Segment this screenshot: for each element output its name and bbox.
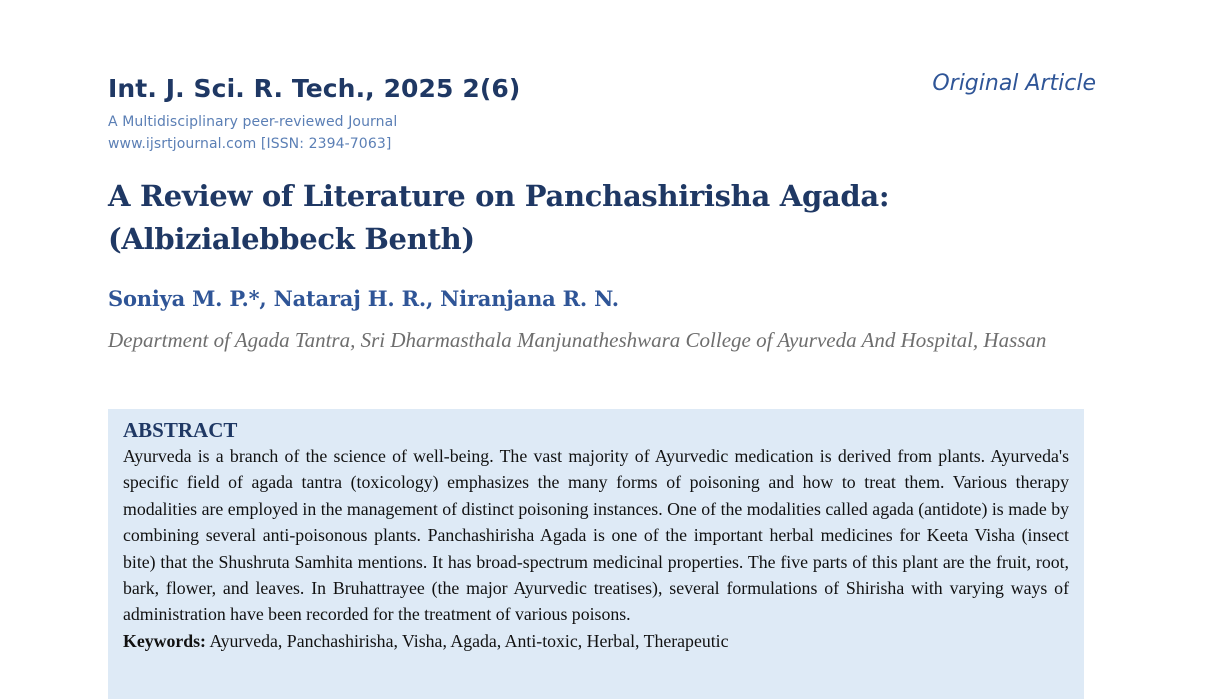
authors: Soniya M. P.*, Nataraj H. R., Niranjana R. N. [108,286,619,311]
journal-title: Int. J. Sci. R. Tech., 2025 2(6) [108,74,521,103]
keywords-value: Ayurveda, Panchashirisha, Visha, Agada, Anti-toxic, Herbal, Therapeutic [209,630,729,651]
keywords-label: Keywords: [123,630,206,651]
abstract-heading: ABSTRACT [123,418,238,442]
abstract-body: Ayurveda is a branch of the science of well-being. The vast majority of Ayurvedic medication is derived from plants. Ayurveda's specific field of agada tantra (toxicology) emphasizes the many forms of poisoning and how to treat them. Various therapy modalities are employed in the management of distinct poisoning instances. One of the modalities called agada (antidote) is made by combining several anti-poisonous plants. Panchashirisha Agada is one of the important herbal medicines for Keeta Visha (insect bite) that the Shushruta Samhita mentions. It has broad-spectrum medicinal properties. The five parts of this plant are the fruit, root, bark, flower, and leaves. In Bruhattrayee (the major Ayurvedic treatises), several formulations of Shirisha with varying ways of administration have been recorded for the treatment of various poisons. [123,446,1069,625]
journal-tagline: A Multidisciplinary peer-reviewed Journal [108,114,398,130]
keywords [123,628,1069,654]
abstract-box [108,409,1084,699]
affiliation: Department of Agada Tantra, Sri Dharmasthala Manjunatheshwara College of Ayurveda And Hospital, Hassan [108,328,1047,352]
journal-website[interactable]: www.ijsrtjournal.com [ISSN: 2394-7063] [108,136,392,152]
paper-title-line-1: A Review of Literature on Panchashirisha Agada: [108,179,890,213]
paper-title-line-2: (Albizialebbeck Benth) [108,222,475,256]
paper-title [108,175,1108,261]
article-type-label: Original Article [932,71,1096,96]
